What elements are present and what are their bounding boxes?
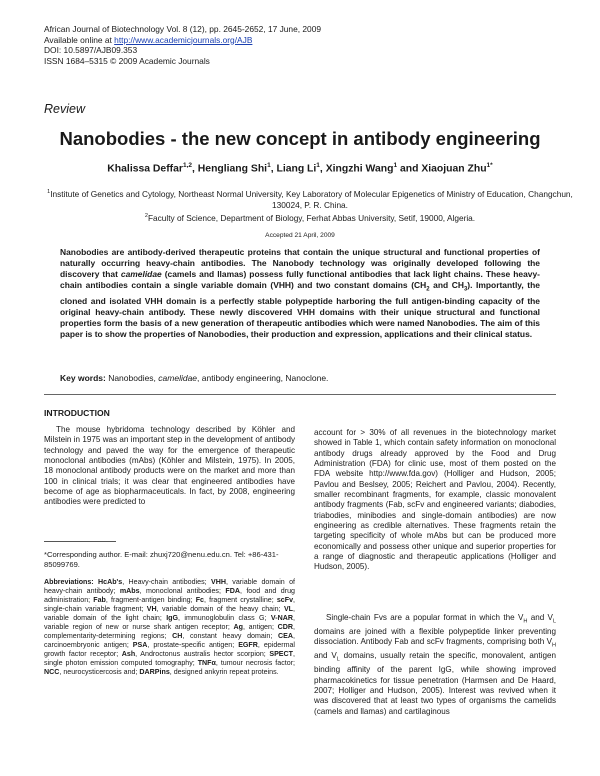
subscript: L: [336, 656, 340, 663]
author-separator: ,: [192, 163, 198, 175]
footnote-rule: [44, 541, 116, 542]
author-name: Khalissa Deffar: [107, 163, 183, 175]
abbreviation-term: VHH: [210, 578, 226, 586]
abstract-italic: camelidae: [120, 269, 162, 280]
author-affil-mark: 1: [316, 162, 320, 169]
section-divider: [44, 394, 556, 395]
paragraph-text: Single-chain Fvs are a popular format in which the V: [326, 613, 524, 622]
paragraph-text: domains, usually retain the specific, monovalent, antigen binding affinity of the parent IgG, while showing improved pharmacokinetics for tissue penetration (Harmsen and De Haard, 2007; Holliger and Hudson, 2005). Interest was revived when it was discovered that at least two types of organisms the camelids (camels and llamas) and cartilaginous: [314, 651, 556, 716]
abbreviation-definition: , variable domain of heavy-chain antibody;: [44, 578, 296, 596]
intro-paragraph-3: [314, 613, 556, 717]
article-type: Review: [44, 102, 85, 116]
abbreviation-definition: , immunoglobulin class G;: [178, 614, 271, 623]
journal-citation: African Journal of Biotechnology Vol. 8 (12), pp. 2645-2652, 17 June, 2009: [44, 24, 322, 34]
affiliation-text: Institute of Genetics and Cytology, Northeast Normal University, Key Laboratory of Molecular Epigenetics of Ministry of Education, Changchun, 130024, P. R. China.: [50, 188, 573, 210]
author-affil-mark: 1*: [486, 162, 493, 169]
affiliation-2: [40, 211, 580, 224]
accepted-date: Accepted 21 April, 2009: [265, 232, 335, 239]
abbreviation-definition: , single-chain variable fragment;: [44, 596, 295, 614]
abbreviation-definition: , carcinoembryonic antigen;: [44, 632, 295, 650]
author-separator: ,: [270, 163, 277, 175]
abbreviation-definition: , monoclonal antibodies;: [139, 587, 226, 596]
keywords: [60, 373, 540, 383]
author-list: [0, 162, 600, 174]
availability-prefix: Available online at: [44, 34, 115, 45]
introduction-heading: INTRODUCTION: [44, 408, 110, 418]
intro-paragraph-2: account for > 30% of all revenues in the biotechnology market showed in Table 1, which contain safety information on monoclonal antibody drugs already approved by the Food and Drug Administration (FDA) for clinic use, most of them posted on the FDA website http://www.fda.gov) (Holliger and Hudson, 2005; Pavlou and Beslsey, 2005; Reichert and Pavlou, 2004). Recently, smaller recombinant fragments, for example, classic monovalent antibody fragments (Fab, scFv and engineered variants; diabodies, triabodies, minibodies and single-domain antibodies) are now engineering as credible alternatives. These fragments retain the targeting specificity of whole mAbs but can be produced more economically and possess other unique and superior properties for a range of diagnostic and therapeutic applications (Holliger and Hudson, 2005).: [314, 428, 556, 572]
abbreviation-definition: , antigen;: [243, 623, 278, 632]
abbreviation-definition: , variable region of new or nurse shark antigen receptor;: [44, 614, 295, 632]
abstract-text: Nanobodies are antibody-derived therapeutic proteins that contain the unique structural and functional properties of naturally occurring heavy-chain antibodies. The Nanobody technology was originally developed following the discovery that: [60, 247, 540, 280]
abbreviation-definition: , variable domain of the light chain;: [44, 605, 296, 623]
abbreviation-definition: , Heavy-chain antibodies;: [122, 578, 211, 586]
abstract: [60, 247, 540, 340]
abbreviation-term: EGFR: [238, 641, 258, 650]
abstract-text: ). Importantly, the cloned and isolated VHH domain is a perfectly stable polypeptide harboring the full antigen-binding capacity of the original heavy-chain antibody. These newly discovered VHH domains with their unique structural and functional properties form the basis of a new generation of therapeutic antibodies which were named Nanobodies. The aim of this paper is to show the properties of Nanobodies, their production and expression, applications and their clinical status.: [60, 280, 540, 340]
abbreviation-definition: , designed ankyrin repeat proteins.: [169, 668, 279, 677]
abbreviation-definition: , fragment crystalline;: [204, 596, 277, 605]
abbreviation-term: Ash: [121, 650, 136, 659]
availability-line: [44, 35, 321, 46]
abbreviation-definition: , constant heavy domain;: [182, 632, 279, 641]
abbreviation-definition: , epidermal growth factor receptor;: [44, 641, 296, 659]
author-separator: and: [397, 163, 422, 175]
abbreviation-term: SPECT: [269, 650, 293, 659]
abbreviation-term: VH: [146, 605, 157, 614]
author-name: Hengliang Shi: [197, 163, 268, 175]
keywords-text: Nanobodies,: [105, 373, 159, 383]
abbreviation-definition: , single photon emission computed tomography;: [44, 650, 295, 668]
issn: ISSN 1684–5315 © 2009 Academic Journals: [44, 55, 210, 66]
paragraph-text: domains are joined with a flexible polypeptide linker preventing dissociation. Antibody Fab and scFv fragments, comprising both V: [314, 626, 556, 647]
abbreviation-definition: , neurocysticercosis and;: [59, 668, 140, 677]
paragraph-text: and V: [527, 613, 553, 622]
corresponding-author: *Corresponding author. E-mail: zhuxj720@nenu.edu.cn. Tel: +86-431-85099769.: [44, 550, 279, 569]
affiliation-mark: 1: [47, 189, 51, 195]
abbreviation-term: Fc: [195, 596, 204, 605]
keywords-italic: camelidae: [158, 373, 198, 383]
abbreviation-definition: , tumour necrosis factor;: [215, 659, 295, 668]
author-name: Liang Li: [276, 163, 317, 175]
abbreviation-term: Fab: [93, 596, 106, 605]
author-separator: ,: [319, 163, 326, 175]
abbreviation-term: V-NAR: [270, 614, 293, 623]
author-affil-mark: 1,2: [182, 162, 192, 169]
affiliation-text: Faculty of Science, Department of Biology, Ferhat Abbas University, Setif, 19000, Algeria.: [147, 212, 476, 223]
abbreviation-term: CDR: [277, 623, 294, 632]
paper-title: Nanobodies - the new concept in antibody engineering: [59, 128, 541, 149]
abbreviation-term: TNFα: [197, 659, 216, 668]
abbreviation-term: VL: [283, 605, 294, 614]
affiliation-1: [40, 187, 580, 211]
abbreviation-term: NCC: [44, 668, 60, 677]
author-affil-mark: 1: [267, 162, 271, 169]
abbreviation-term: DARPins: [139, 668, 170, 677]
journal-url-link[interactable]: http://www.academicjournals.org/AJB: [114, 34, 253, 45]
abbreviations-list: [44, 578, 295, 678]
abbreviation-term: CEA: [278, 632, 294, 641]
author-affil-mark: 1: [393, 162, 398, 169]
keywords-text: , antibody engineering, Nanoclone.: [197, 373, 329, 383]
abbreviation-term: mAbs: [119, 587, 140, 596]
abstract-subscript: 2: [426, 286, 430, 293]
journal-header: [44, 24, 321, 66]
abbreviation-term: HcAb's: [98, 578, 123, 586]
abbreviations-label: Abbreviations:: [44, 578, 99, 586]
author-name: Xiaojuan Zhu: [421, 163, 487, 175]
abbreviation-definition: , variable domain of the heavy chain;: [156, 605, 284, 614]
keywords-label: Key words:: [60, 373, 106, 383]
abbreviation-definition: , fragment-antigen binding;: [105, 596, 196, 605]
author-name: Xingzhi Wang: [325, 163, 394, 175]
abbreviation-definition: , Androctonus australis hector scorpion;: [135, 650, 270, 659]
abstract-subscript: 3: [463, 286, 468, 293]
abbreviation-term: scFv: [276, 596, 294, 605]
abbreviation-definition: , complementarity-determining regions;: [44, 623, 295, 641]
abbreviation-definition: , food and drug administration;: [44, 587, 295, 605]
paragraph-text: and V: [314, 651, 337, 661]
abbreviation-term: FDA: [225, 587, 240, 596]
affiliation-mark: 2: [144, 212, 148, 219]
abbreviation-term: CH: [172, 632, 183, 641]
subscript: L: [552, 618, 556, 625]
abbreviation-definition: , prostate-specific antigen;: [147, 641, 239, 650]
intro-paragraph-1: The mouse hybridoma technology described by Köhler and Milstein in 1975 was an important step in the development of antibody technology and paved the way for the emergence of therapeutic monoclonal antibodies (mAbs) (Köhler and Milstein, 1975). In 2005, 18 monoclonal antibody products were on the market and more than 100 in clinical trials; it was clear that engineered antibodies have become of age as biopharmaceuticals. In fact, by 2008, engineering antibodies were predicted to: [44, 425, 295, 507]
affiliations: [40, 187, 580, 224]
doi: DOI: 10.5897/AJB09.353: [44, 45, 138, 55]
abstract-text: (camels and llamas) possess fully functional antibodies that lack light chains. These heavy-chain antibodies contain a single variable domain (VHH) and two constant domains (CH: [60, 269, 540, 291]
subscript: H: [523, 618, 528, 625]
abbreviation-term: Ag: [233, 623, 243, 632]
abbreviation-term: PSA: [132, 641, 148, 650]
subscript: H: [552, 642, 556, 649]
abstract-text: and CH: [429, 280, 464, 291]
abbreviation-term: IgG: [166, 614, 179, 623]
